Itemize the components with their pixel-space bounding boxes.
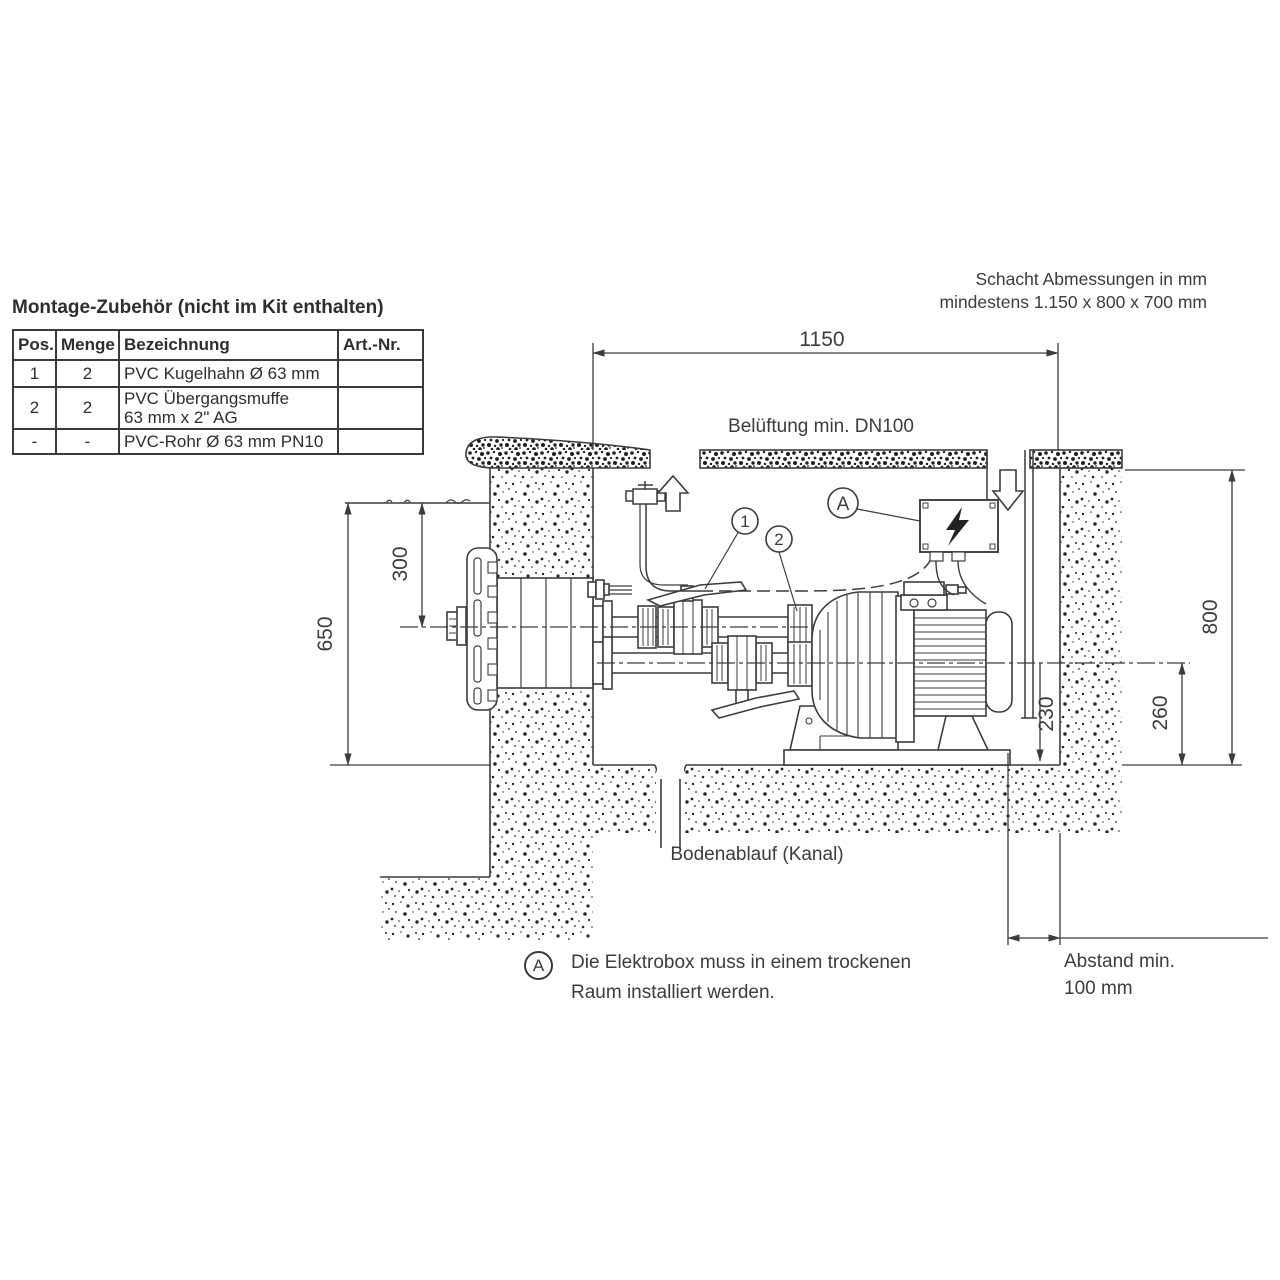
shaft-note-line2: mindestens 1.150 x 800 x 700 mm — [939, 292, 1207, 312]
unit-housing — [497, 578, 593, 688]
cell-qty: 2 — [56, 360, 119, 387]
col-header-menge: Menge — [56, 330, 119, 360]
pool-wall — [490, 468, 593, 940]
callout-1-label: 1 — [740, 512, 750, 531]
fan-cover — [986, 612, 1012, 712]
cell-pos: - — [13, 429, 56, 454]
pump-plinth — [784, 750, 1010, 765]
cell-name-line2: 63 mm x 2" AG — [124, 408, 238, 427]
floor-drain-label: Bodenablauf (Kanal) — [670, 844, 844, 865]
ventilation-label: Belüftung min. DN100 — [728, 416, 914, 437]
dim-260-label: 260 — [1149, 695, 1172, 731]
pump-base-rear — [938, 716, 988, 750]
callout-2-label: 2 — [774, 530, 784, 549]
pool-deck-coping — [466, 437, 650, 468]
footnote-line1: Die Elektrobox muss in einem trockenen — [571, 952, 912, 973]
pipework — [612, 582, 812, 718]
clearance-label-line1: Abstand min. — [1064, 951, 1175, 972]
pool-floor — [380, 877, 492, 940]
water-level-line — [345, 500, 490, 504]
cell-name: PVC Kugelhahn Ø 63 mm — [119, 360, 338, 387]
dim-1150-label: 1150 — [799, 328, 845, 351]
cell-pos: 2 — [13, 387, 56, 429]
shaft-floor — [684, 765, 1060, 833]
footnote-text — [571, 948, 911, 1008]
dim-230-label: 230 — [1035, 696, 1058, 732]
terminal-box — [901, 582, 966, 610]
pump-volute — [812, 592, 898, 738]
faceplate-slots — [474, 558, 481, 704]
top-slab — [700, 450, 987, 468]
shaft-floor — [593, 765, 656, 833]
col-header-bezeichnung: Bezeichnung — [119, 330, 338, 360]
jet-nozzle-knob — [447, 607, 466, 645]
union-lower — [788, 642, 812, 686]
dim-650-label: 650 — [314, 616, 337, 652]
dim-300-label: 300 — [389, 546, 412, 582]
callout-a-label: A — [836, 494, 850, 515]
clearance-label-line2: 100 mm — [1064, 978, 1133, 999]
cell-name: PVC-Rohr Ø 63 mm PN10 — [119, 429, 338, 454]
top-slab — [1030, 450, 1122, 468]
up-arrow-icon — [658, 476, 688, 511]
shaft-note-line1: Schacht Abmessungen in mm — [975, 269, 1207, 289]
accessories-table-title: Montage-Zubehör (nicht im Kit enthalten) — [12, 297, 384, 318]
cell-qty: 2 — [56, 387, 119, 429]
floor-drain-pipe — [657, 766, 684, 848]
cell-qty: - — [56, 429, 119, 454]
cell-pos: 1 — [13, 360, 56, 387]
footnote-marker-a: A — [524, 951, 553, 980]
footnote-line2: Raum installiert werden. — [571, 982, 775, 1003]
ball-valve-lower — [712, 636, 799, 718]
col-header-pos: Pos. — [13, 330, 56, 360]
valve-handle — [712, 691, 799, 718]
shaft-wall-right — [1060, 468, 1122, 833]
col-header-artnr: Art.-Nr. — [338, 330, 423, 360]
cell-name-line1: PVC Übergangsmuffe — [124, 389, 290, 408]
motor-bracket — [896, 596, 914, 742]
dim-800-label: 800 — [1199, 599, 1222, 635]
pump — [784, 582, 1012, 765]
